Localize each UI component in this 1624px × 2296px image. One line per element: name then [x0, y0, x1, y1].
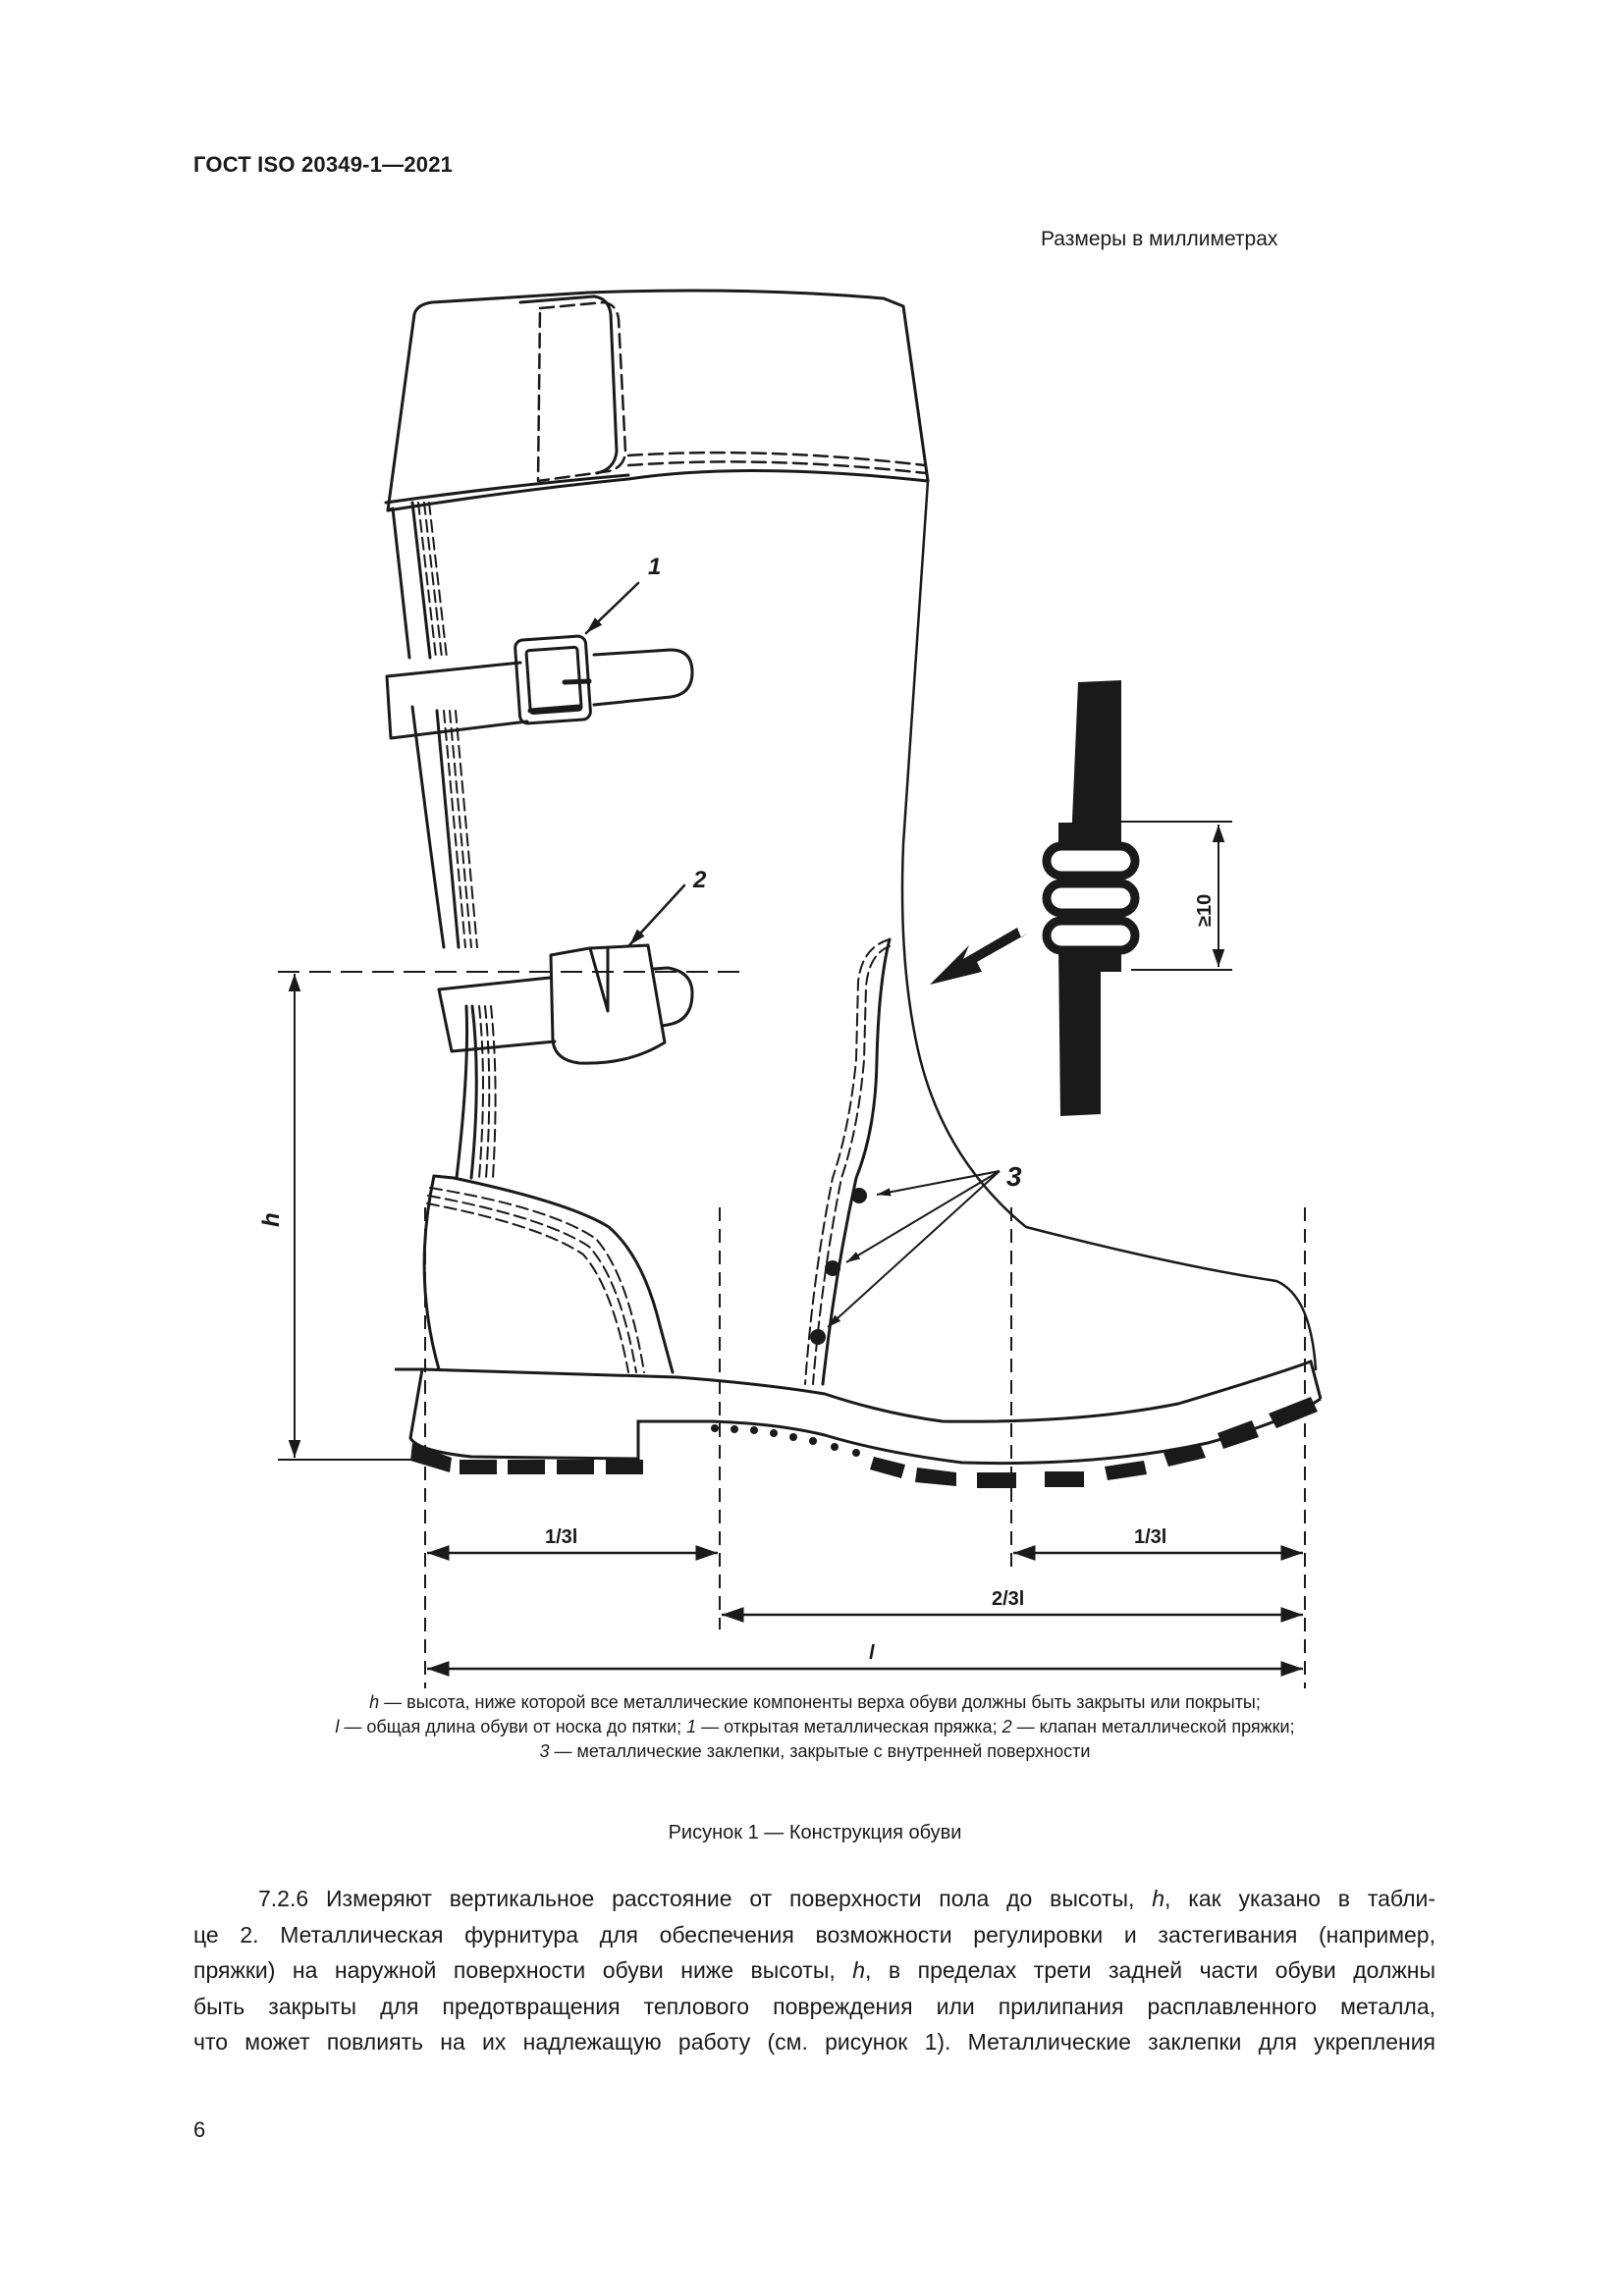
- thirds-guides: [425, 1207, 1305, 1688]
- callout-2-label: 2: [693, 867, 707, 893]
- legend-line-3: 3 — металлические заклепки, закрытые с внутренней поверхности: [539, 1741, 1091, 1761]
- paragraph-line: це 2. Металлическая фурнитура для обеспечения возможности регулировки и застегивания (например,: [193, 1921, 1435, 1948]
- boot-cuff: [386, 291, 928, 510]
- length-dimensions: [427, 1553, 1303, 1669]
- paragraph-line: 7.2.6 Измеряют вертикальное расстояние от поверхности пола до высоты, h, как указано в табли-: [258, 1886, 1435, 1911]
- two-thirds-label: 2/3l: [992, 1588, 1025, 1610]
- paragraph-line: быть закрыты для предотвращения теплового повреждения или прилипания расплавленного металла,: [193, 1993, 1435, 2019]
- page-number: 6: [193, 2117, 206, 2142]
- paragraph-line: что может повлиять на их надлежащую работу (см. рисунок 1). Металлические заклепки для укрепления: [193, 2029, 1435, 2055]
- height-label: h: [258, 1212, 285, 1227]
- heel-counter: [424, 1176, 673, 1372]
- clearance-label: ≥10: [1194, 893, 1216, 927]
- front-seam: [805, 939, 890, 1384]
- boot-shaft-rear: [388, 503, 496, 1178]
- units-note: Размеры в миллиметрах: [1041, 228, 1278, 250]
- figure-legend: [177, 1690, 1453, 1764]
- legend-line-2: l — общая длина обуви от носка до пятки; 1 — открытая металлическая пряжка; 2 — клапан металлической пряжки;: [335, 1717, 1295, 1736]
- callout-1-label: 1: [648, 554, 662, 580]
- figure-caption: Рисунок 1 — Конструкция обуви: [668, 1822, 962, 1843]
- paragraph-7-2-6: [193, 1881, 1435, 2060]
- sole-treads: [410, 1397, 1318, 1488]
- standard-title: ГОСТ ISO 20349-1—2021: [193, 152, 454, 177]
- paragraph-line: пряжки) на наружной поверхности обуви ниже высоты, h, в пределах трети задней части обуви должны: [193, 1957, 1436, 1983]
- buckle-strap-1: [387, 636, 692, 738]
- strap-loop-detail: [930, 680, 1232, 1116]
- callout-3-label: 3: [1006, 1161, 1022, 1192]
- total-length-label: l: [869, 1642, 875, 1664]
- detail-pointer-arrow: [930, 928, 1029, 985]
- legend-line-1: h — высота, ниже которой все металлические компоненты верха обуви должны быть закрыты или покрыты;: [369, 1692, 1261, 1712]
- callout-2-leader: [629, 885, 684, 945]
- front-third-label: 1/3l: [1134, 1526, 1167, 1548]
- callout-1-leader: [586, 583, 638, 633]
- rear-third-label: 1/3l: [545, 1526, 578, 1548]
